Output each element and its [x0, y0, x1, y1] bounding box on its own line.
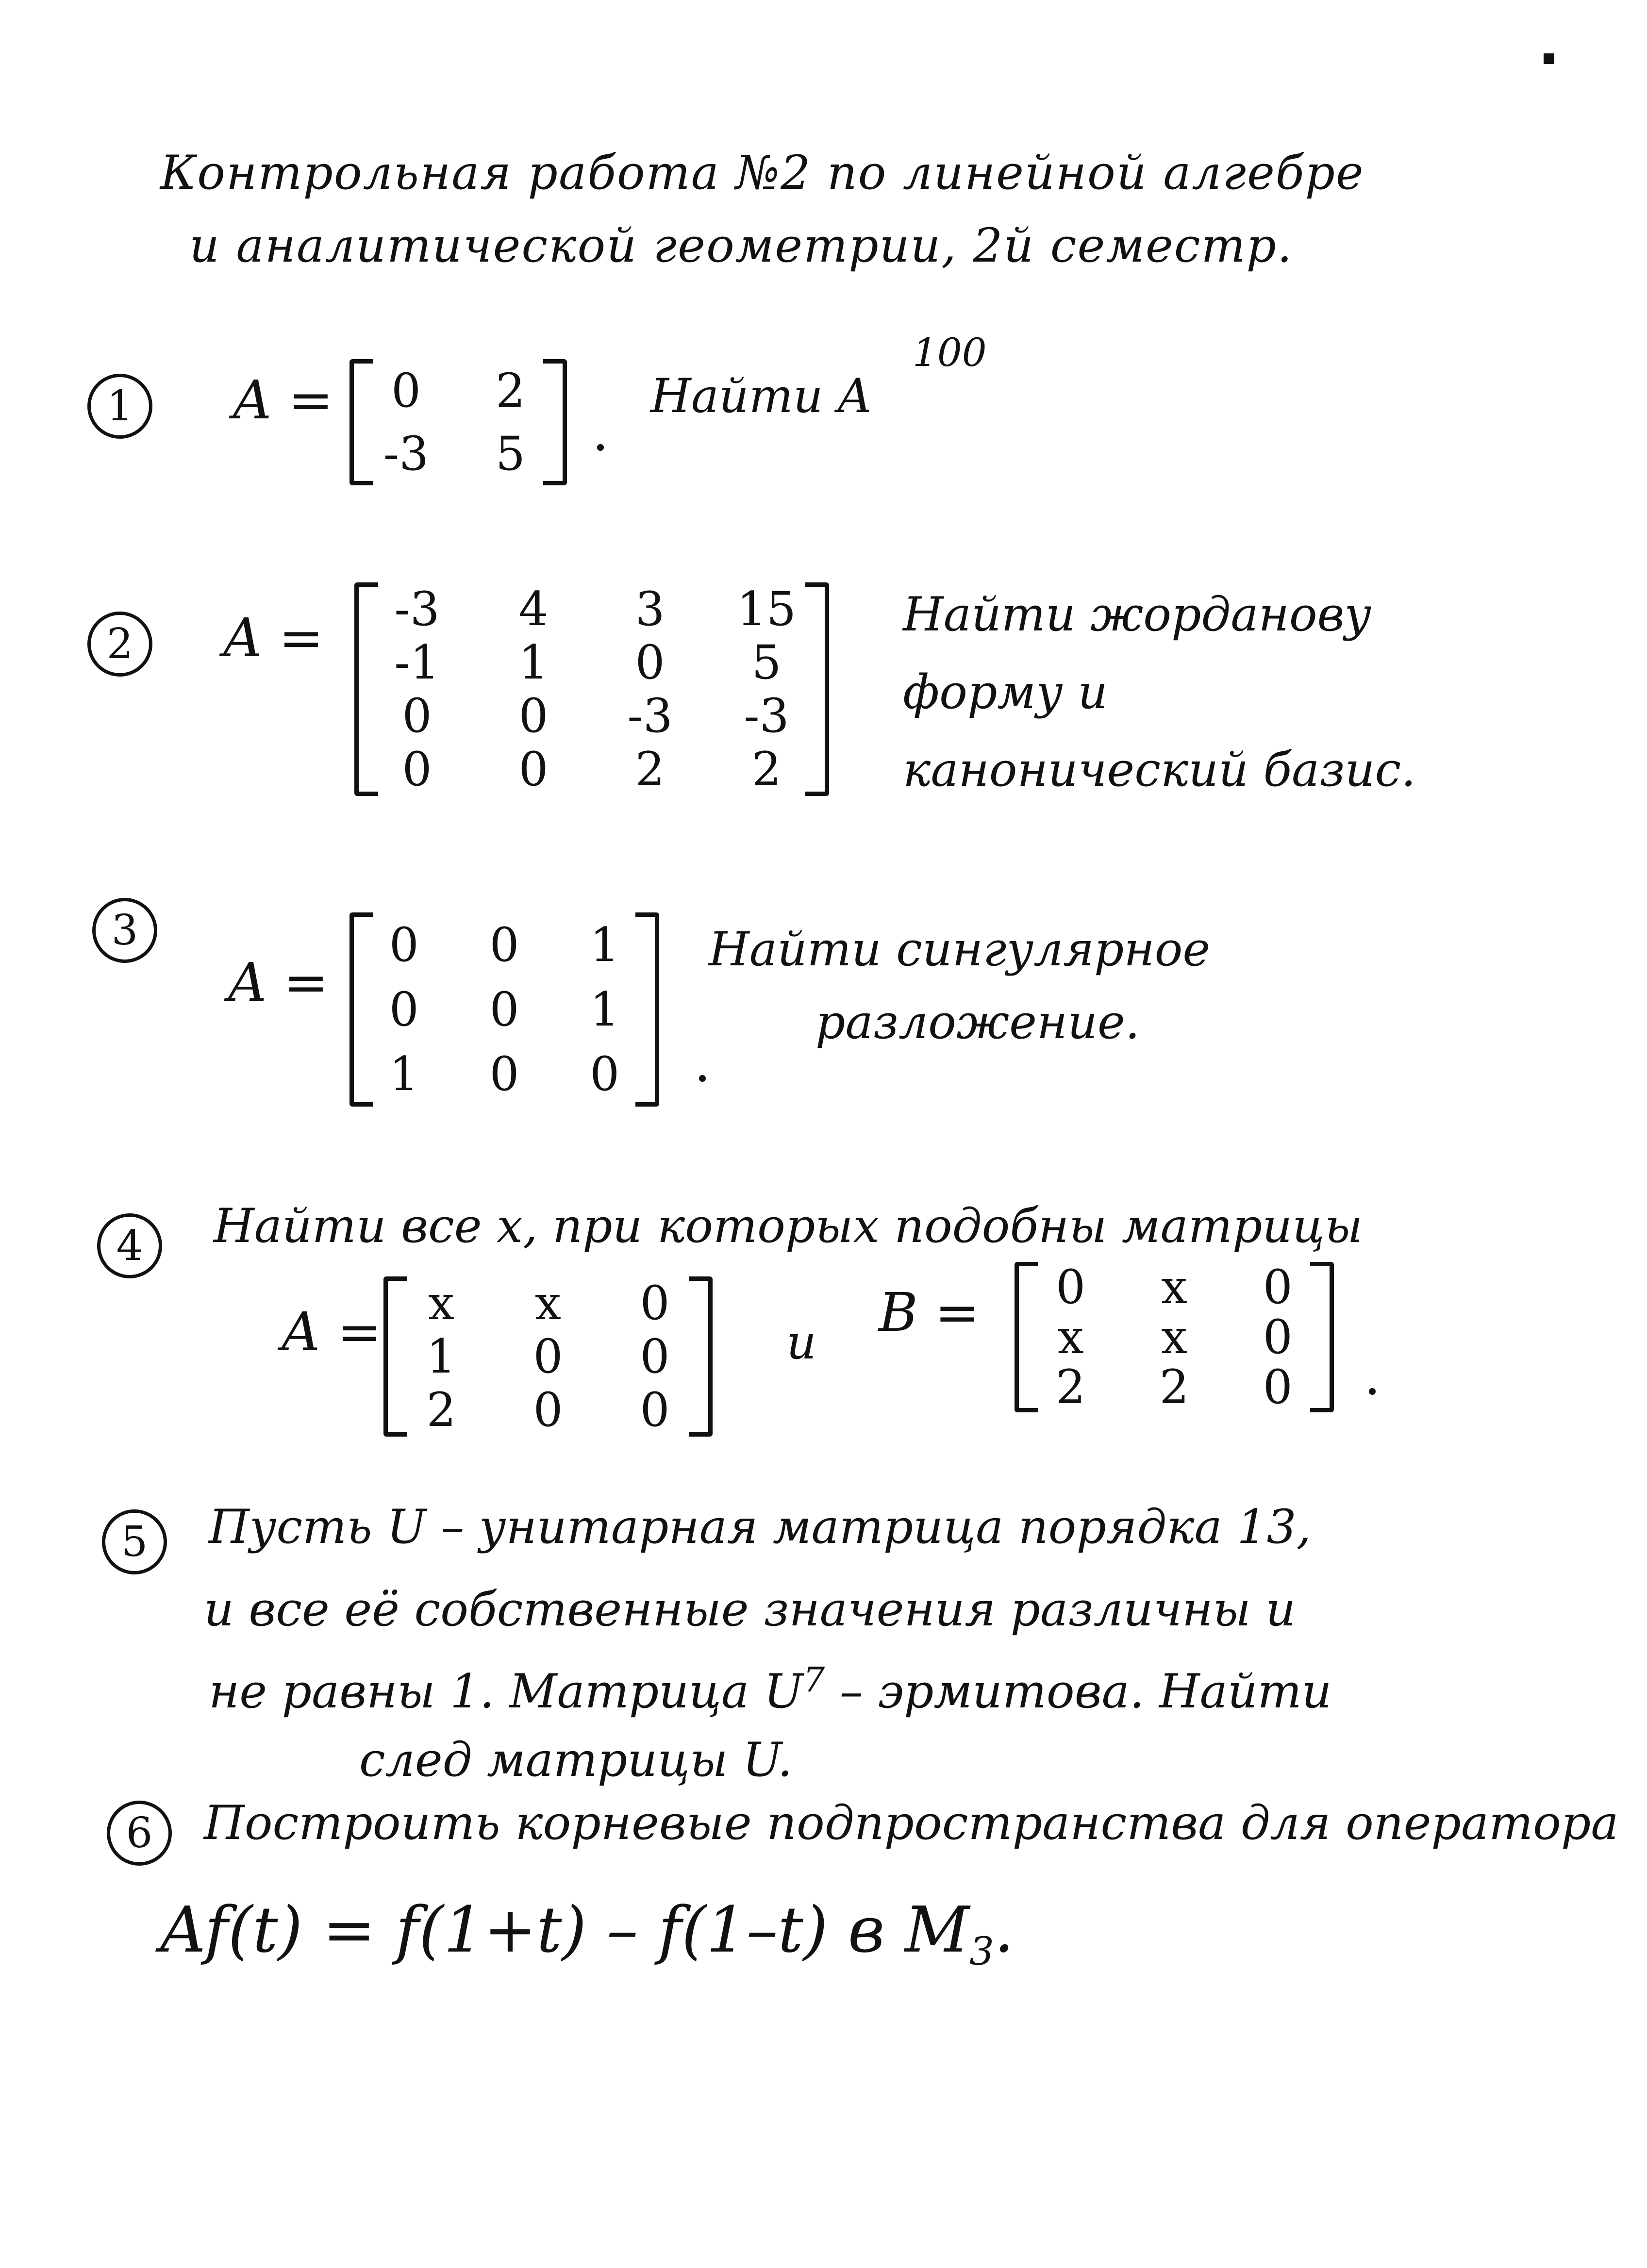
problem-5-line-4: след матрицы U.	[359, 1733, 793, 1787]
problem-5-line-3	[209, 1660, 1331, 1719]
problem-3-matrix-cell-r1-c3: 1	[590, 917, 620, 972]
bracket-serif	[354, 359, 373, 364]
problem-4-matrix-b-cell-r2-c1: x	[1057, 1309, 1084, 1364]
problem-4-matrix-a-cell-r3-c1: 2	[426, 1383, 456, 1437]
problem-1-task: Найти A	[650, 369, 872, 423]
problem-4-matrix-b-cell-r2-c2: x	[1161, 1309, 1188, 1364]
problem-3-matrix-cell-r2-c1: 0	[389, 982, 419, 1037]
problem-2-matrix-cell-r3-c1: 0	[402, 689, 432, 743]
bracket-serif	[805, 582, 825, 587]
problem-4-matrix-a-cell-r2-c2: 0	[533, 1329, 563, 1384]
problem-2-task-line-3: канонический базис.	[903, 743, 1416, 797]
problem-3-lhs: A =	[228, 951, 329, 1013]
bracket-serif	[1310, 1262, 1330, 1266]
problem-6-formula-end: .	[994, 1893, 1015, 1967]
period-dot	[699, 1075, 706, 1082]
bracket-serif	[1310, 1408, 1330, 1412]
problem-5-number: 5	[102, 1509, 167, 1574]
problem-4-matrix-b-cell-r3-c2: 2	[1159, 1360, 1189, 1415]
problem-4-matrix-b	[1015, 1259, 1334, 1415]
problem-2-matrix-cell-r3-c2: 0	[518, 689, 549, 743]
bracket-serif	[689, 1276, 708, 1281]
problem-4-number: 4	[97, 1213, 162, 1278]
problem-2-task-line-1: Найти жорданову	[903, 587, 1372, 642]
bracket-serif	[354, 1102, 373, 1107]
problem-3-matrix-cell-r1-c1: 0	[389, 917, 419, 972]
problem-3-matrix-cell-r3-c3: 0	[590, 1047, 620, 1102]
bracket-serif	[543, 359, 563, 364]
problem-2-matrix-cell-r2-c4: 5	[751, 635, 782, 690]
problem-4-lhs-a: A =	[282, 1301, 382, 1363]
problem-3-number: 3	[92, 898, 157, 963]
bracket-serif	[354, 912, 373, 917]
problem-1-matrix-cell-r2-c2: 5	[495, 427, 526, 481]
problem-3-matrix-cell-r1-c2: 0	[489, 917, 519, 972]
problem-5-power: 7	[803, 1660, 825, 1700]
problem-2-matrix-cell-r1-c3: 3	[635, 582, 665, 636]
problem-3-task-line-1: Найти сингулярное	[709, 922, 1211, 977]
period-dot	[1369, 1388, 1376, 1395]
problem-1-matrix-cell-r1-c1: 0	[391, 364, 421, 418]
problem-2-matrix-cell-r1-c1: -3	[394, 582, 440, 636]
problem-4-matrix-a-cell-r1-c3: 0	[640, 1276, 670, 1330]
problem-6-line-1: Построить корневые подпространства для оператора	[204, 1796, 1619, 1850]
problem-2-matrix-cell-r3-c3: -3	[627, 689, 673, 743]
problem-3-matrix-cell-r3-c1: 1	[389, 1047, 419, 1102]
bracket-serif	[543, 481, 563, 485]
problem-2-matrix-cell-r1-c2: 4	[518, 582, 549, 636]
problem-4-matrix-b-cell-r3-c3: 0	[1263, 1360, 1293, 1415]
problem-4-intro: Найти все x, при которых подобны матрицы	[214, 1199, 1363, 1253]
bracket-serif	[388, 1276, 407, 1281]
problem-4-matrix-b-cell-r1-c3: 0	[1263, 1259, 1293, 1314]
problem-1-matrix	[349, 359, 567, 485]
bracket-serif	[359, 792, 378, 796]
bracket-serif	[1019, 1408, 1038, 1412]
title-line-1: Контрольная работа №2 по линейной алгебре	[160, 146, 1364, 200]
bracket-serif	[635, 912, 655, 917]
problem-4-matrix-a-cell-r1-c2: x	[534, 1276, 562, 1330]
problem-5-line-3-start: не равны 1. Матрица U	[209, 1664, 803, 1719]
problem-1-matrix-cell-r1-c2: 2	[495, 364, 526, 418]
problem-5-line-2: и все её собственные значения различны и	[204, 1582, 1296, 1637]
bracket-serif	[388, 1432, 407, 1437]
problem-6-formula-main: Af(t) = f(1+t) – f(1–t) в M	[160, 1893, 969, 1967]
problem-2-task-line-2: форму и	[903, 665, 1108, 719]
problem-2-matrix-cell-r2-c3: 0	[635, 635, 665, 690]
problem-3-matrix	[349, 912, 659, 1107]
problem-2-matrix-cell-r4-c1: 0	[402, 742, 432, 796]
problem-2-lhs: A =	[223, 607, 324, 669]
problem-6-formula-sub: 3	[969, 1929, 994, 1974]
problem-2-matrix-cell-r4-c3: 2	[635, 742, 665, 796]
problem-2-matrix-cell-r3-c4: -3	[744, 689, 789, 743]
bracket-serif	[1019, 1262, 1038, 1266]
problem-4-matrix-a-cell-r3-c3: 0	[640, 1383, 670, 1437]
problem-4-matrix-b-cell-r2-c3: 0	[1263, 1309, 1293, 1364]
problem-5-line-3-tail: – эрмитова. Найти	[839, 1664, 1332, 1719]
bracket-serif	[359, 582, 378, 587]
problem-2-matrix-cell-r4-c2: 0	[518, 742, 549, 796]
problem-4-lhs-b: B =	[879, 1281, 980, 1343]
problem-2-matrix-cell-r2-c1: -1	[394, 635, 440, 690]
problem-4-matrix-a-cell-r2-c1: 1	[426, 1329, 456, 1384]
problem-4-matrix-a	[383, 1276, 713, 1437]
problem-4-matrix-a-cell-r3-c2: 0	[533, 1383, 563, 1437]
period-dot	[597, 444, 604, 451]
problem-2-matrix-cell-r1-c4: 15	[736, 582, 797, 636]
problem-4-conjunction: и	[786, 1315, 816, 1370]
bracket-serif	[635, 1102, 655, 1107]
scan-mark	[1544, 53, 1554, 64]
problem-3-matrix-cell-r3-c2: 0	[489, 1047, 519, 1102]
problem-2-matrix-cell-r2-c2: 1	[518, 635, 549, 690]
problem-4-matrix-b-cell-r3-c1: 2	[1056, 1360, 1086, 1415]
bracket-serif	[354, 481, 373, 485]
problem-1-matrix-cell-r2-c1: -3	[383, 427, 429, 481]
problem-4-matrix-b-cell-r1-c2: x	[1161, 1259, 1188, 1314]
problem-2-matrix-cell-r4-c4: 2	[751, 742, 782, 796]
problem-1-power: 100	[913, 330, 987, 375]
problem-3-matrix-cell-r2-c2: 0	[489, 982, 519, 1037]
problem-1-lhs: A =	[233, 369, 333, 431]
bracket-serif	[689, 1432, 708, 1437]
problem-6-formula	[160, 1893, 1014, 1974]
problem-3-task-line-2: разложение.	[815, 995, 1140, 1049]
bracket-serif	[805, 792, 825, 796]
problem-6-number: 6	[107, 1801, 172, 1866]
problem-3-matrix-cell-r2-c3: 1	[590, 982, 620, 1037]
problem-1-number: 1	[87, 374, 152, 439]
problem-4-matrix-b-cell-r1-c1: 0	[1056, 1259, 1086, 1314]
problem-5-line-1: Пусть U – унитарная матрица порядка 13,	[209, 1500, 1312, 1554]
title-line-2: и аналитической геометрии, 2й семестр.	[189, 218, 1293, 273]
problem-4-matrix-a-cell-r1-c1: x	[428, 1276, 455, 1330]
problem-4-matrix-a-cell-r2-c3: 0	[640, 1329, 670, 1384]
problem-2-matrix	[354, 582, 829, 796]
problem-2-number: 2	[87, 612, 152, 677]
